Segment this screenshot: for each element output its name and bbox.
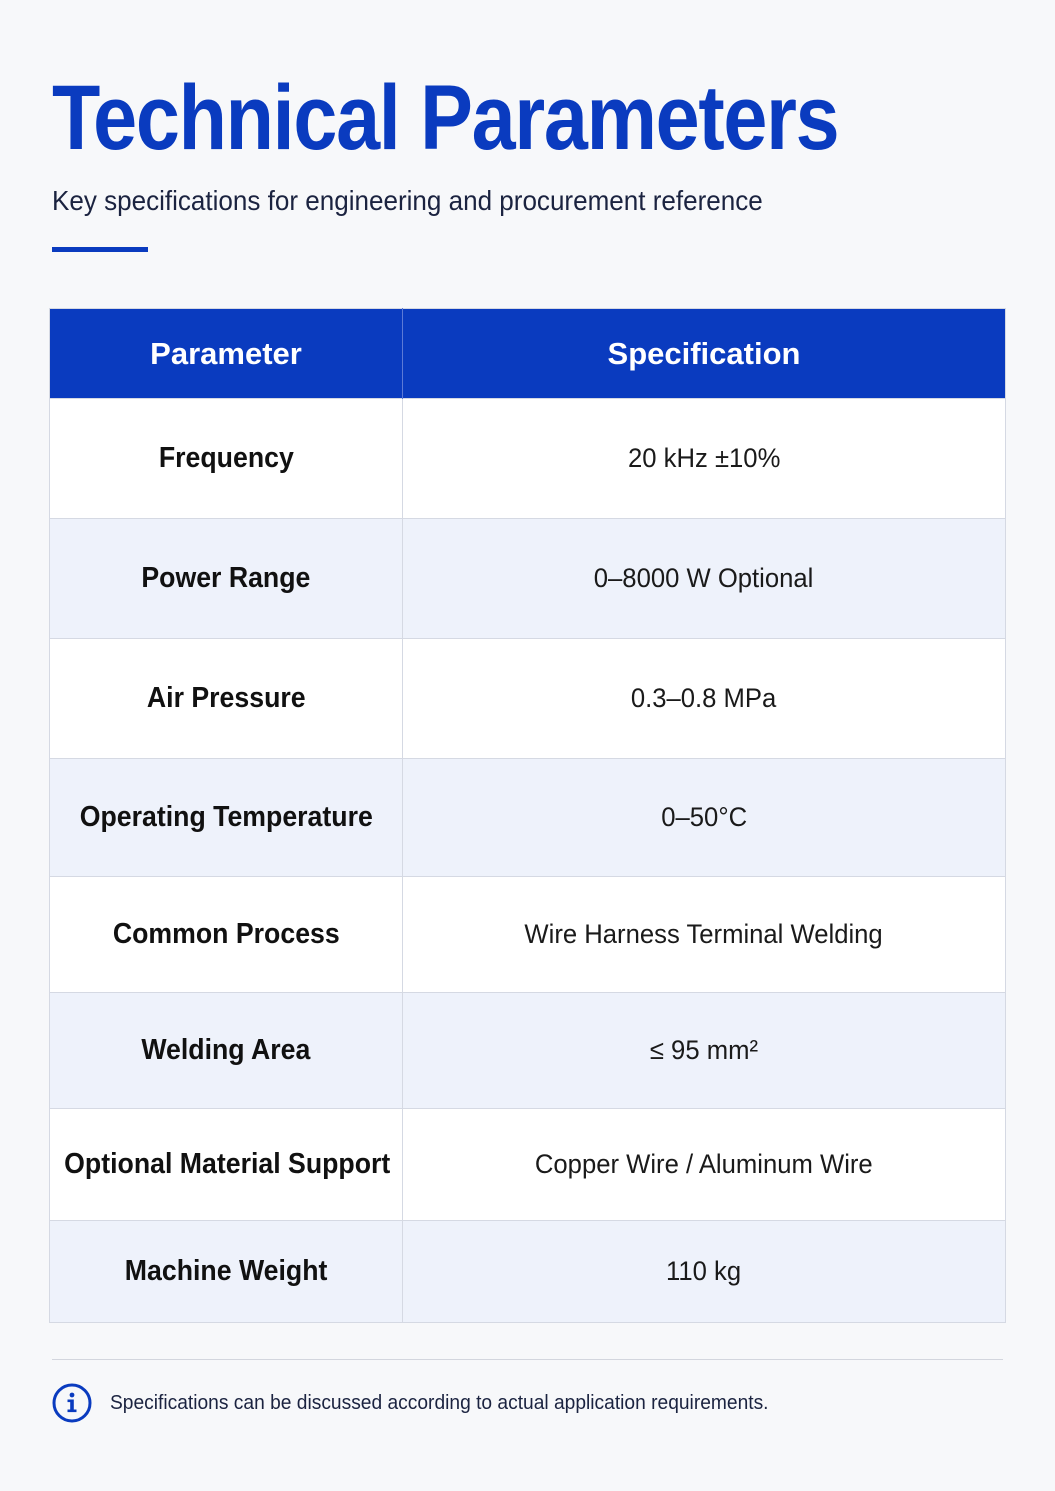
parameter-cell [50,1109,403,1221]
table-row [50,877,1006,993]
title-accent-bar [52,247,148,252]
parameter-label: Optional Material Support [64,1148,391,1180]
parameter-cell [50,993,403,1109]
parameter-label: Welding Area [141,1034,311,1066]
column-header-specification: Specification [403,309,1006,399]
page-title: Technical Parameters [52,67,839,169]
table-header-row [50,309,1006,399]
parameter-cell [50,759,403,877]
specification-value: ≤ 95 mm² [649,1035,759,1065]
parameter-label: Frequency [158,442,294,474]
specification-cell [403,1109,1006,1221]
specification-cell [403,399,1006,519]
parameter-label: Common Process [112,918,340,950]
parameter-label: Machine Weight [124,1255,328,1287]
table-row [50,1109,1006,1221]
parameter-label: Operating Temperature [79,801,373,833]
page-subtitle: Key specifications for engineering and procurement reference [52,185,763,216]
column-header-parameter: Parameter [50,309,403,399]
specification-value: 0.3–0.8 MPa [631,683,777,713]
parameter-cell [50,639,403,759]
specification-value: 20 kHz ±10% [627,443,781,473]
specification-value: Copper Wire / Aluminum Wire [535,1149,873,1179]
table-row [50,993,1006,1109]
spec-table-header [50,309,1006,399]
specification-value: 0–50°C [661,802,747,832]
specification-cell [403,639,1006,759]
info-icon [52,1383,92,1423]
parameter-cell [50,877,403,993]
table-row [50,519,1006,639]
table-row [50,759,1006,877]
specification-cell [403,1221,1006,1323]
parameter-cell [50,1221,403,1323]
spec-table-body [50,399,1006,1323]
table-row [50,399,1006,519]
footer-divider [52,1359,1003,1360]
specification-cell [403,993,1006,1109]
footer-note: Specifications can be discussed according to actual application requirements. [110,1392,769,1414]
specification-cell [403,759,1006,877]
spec-table [49,308,1006,1323]
parameter-label: Air Pressure [146,682,306,714]
specification-value: 110 kg [666,1256,742,1286]
parameter-cell [50,519,403,639]
table-row [50,1221,1006,1323]
specification-value: Wire Harness Terminal Welding [524,919,884,949]
specification-value: 0–8000 W Optional [594,563,814,593]
specification-cell [403,877,1006,993]
table-row [50,639,1006,759]
parameter-label: Power Range [141,562,311,594]
parameter-cell [50,399,403,519]
specification-cell [403,519,1006,639]
